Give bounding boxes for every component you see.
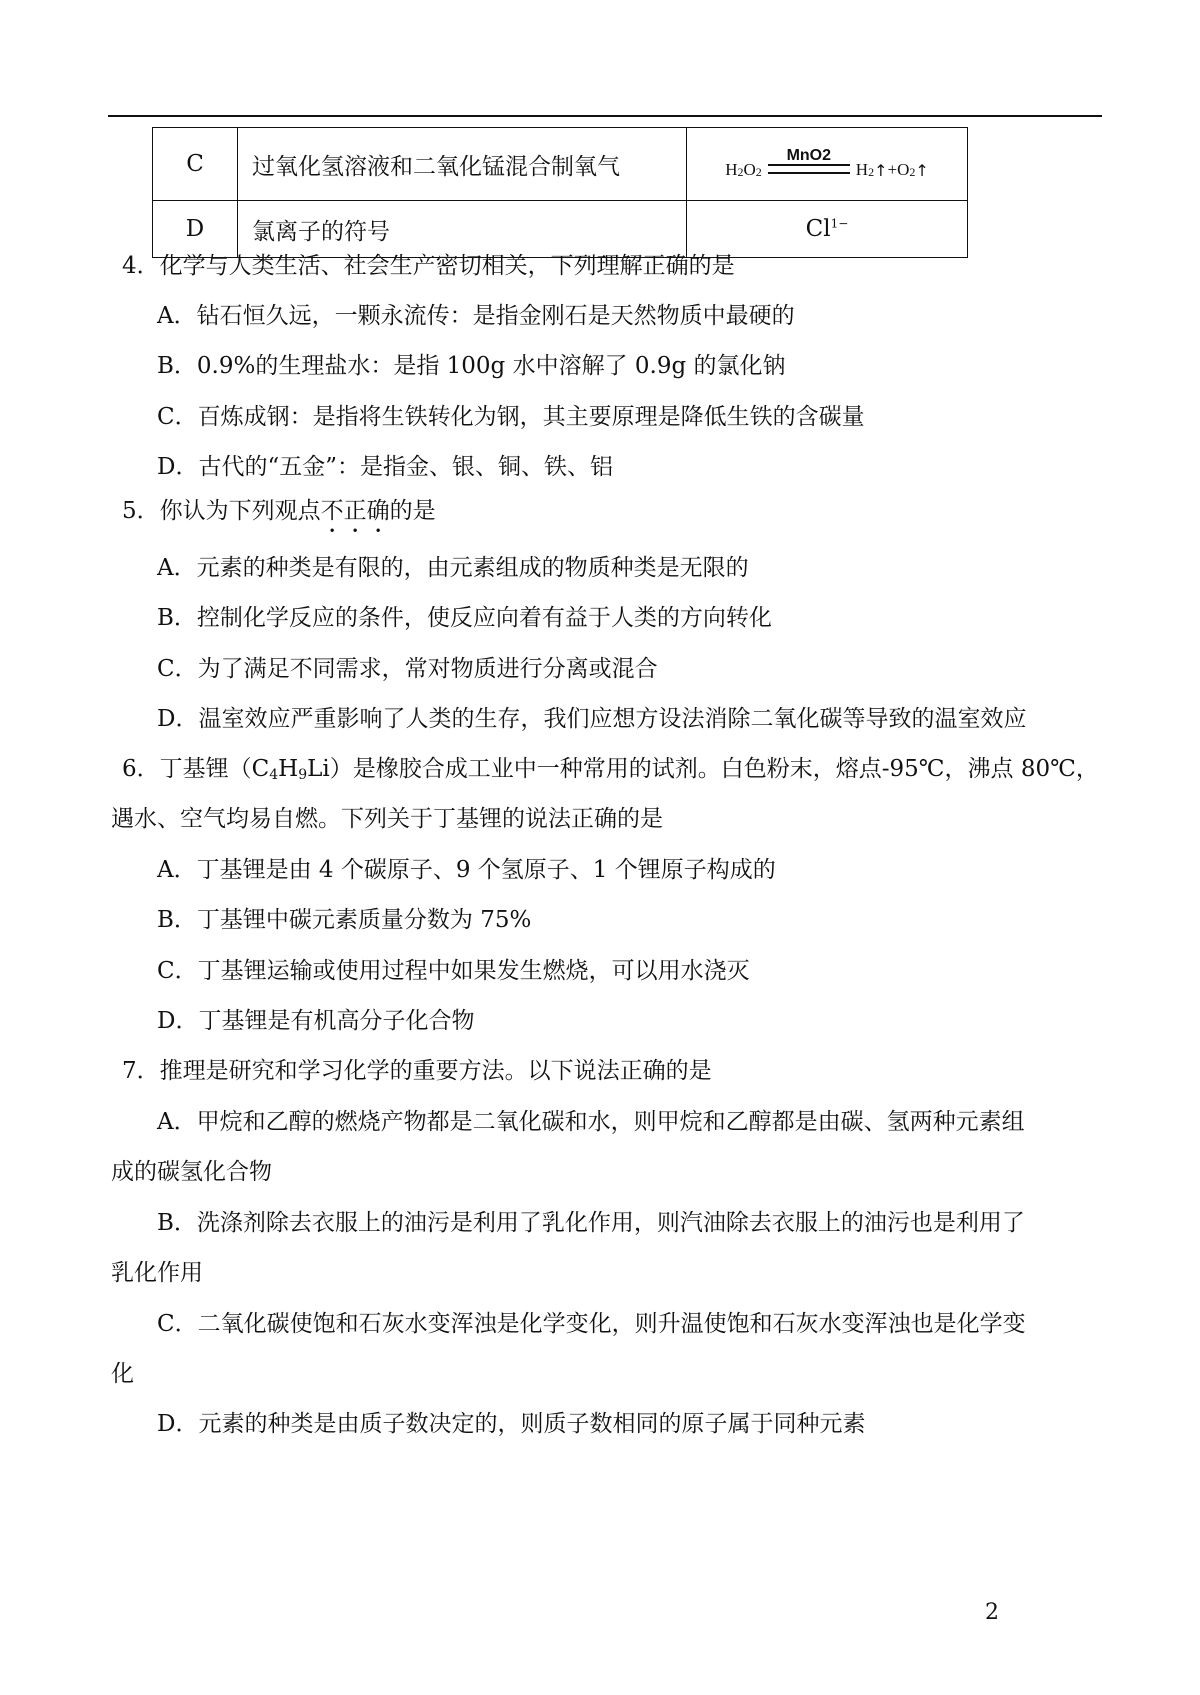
reaction-condition (768, 147, 850, 180)
question-6-option-c: C．丁基锂运输或使用过程中如果发生燃烧，可以用水浇灭 (157, 958, 750, 984)
question-4-option-d: D．古代的“五金”：是指金、银、铜、铁、铝 (157, 454, 613, 480)
question-5-option-a: A．元素的种类是有限的，由元素组成的物质种类是无限的 (157, 555, 749, 581)
question-7-option-c-cont: 化 (111, 1361, 134, 1387)
page-number: 2 (985, 1600, 999, 1625)
question-5-stem: 5．你认为下列观点不正确的是 (122, 498, 436, 524)
answer-table (152, 127, 968, 258)
emphasis-text: 不正确 (320, 498, 390, 524)
row-label: D (153, 201, 238, 258)
row-description: 过氧化氢溶液和二氧化锰混合制氧气 (238, 128, 687, 201)
question-7-option-d: D．元素的种类是由质子数决定的，则质子数相同的原子属于同种元素 (157, 1411, 866, 1437)
question-6-option-b: B．丁基锂中碳元素质量分数为 75% (157, 907, 532, 933)
question-4-option-b: B．0.9%的生理盐水：是指 100g 水中溶解了 0.9g 的氯化钠 (157, 353, 786, 379)
chemical-equation: H 2 O 2 MnO2 H 2 ↑ +O 2 ↑ (687, 128, 968, 201)
question-7-option-b-cont: 乳化作用 (111, 1260, 203, 1286)
question-7-option-a: A．甲烷和乙醇的燃烧产物都是二氧化碳和水，则甲烷和乙醇都是由碳、氢两种元素组 (157, 1109, 1025, 1135)
catalyst-label: MnO2 (786, 147, 832, 164)
table-row (153, 128, 968, 201)
question-6-stem: 6．丁基锂$(C_4H_9Li)$是橡胶合成工业中一种常用的试剂。白色粉末，熔点-95℃，沸点 80℃， (122, 756, 1099, 783)
gas-arrow-icon: ↑ (915, 161, 929, 180)
row-label: C (153, 128, 238, 201)
question-6-stem-line2: 遇水、空气均易自燃。下列关于丁基锂的说法正确的是 (111, 806, 663, 832)
row-description: 氯离子的符号 (238, 201, 687, 258)
gas-arrow-icon: ↑ (874, 161, 888, 180)
question-7-option-c: C．二氧化碳使饱和石灰水变浑浊是化学变化，则升温使饱和石灰水变浑浊也是化学变 (157, 1311, 1026, 1337)
double-line-icon (768, 164, 850, 174)
question-5-option-c: C．为了满足不同需求，常对物质进行分离或混合 (157, 656, 658, 682)
question-7-option-a-cont: 成的碳氢化合物 (111, 1159, 272, 1185)
question-5-option-b: B．控制化学反应的条件，使反应向着有益于人类的方向转化 (157, 605, 772, 631)
question-7-stem: 7．推理是研究和学习化学的重要方法。以下说法正确的是 (122, 1058, 712, 1084)
question-6-option-d: D．丁基锂是有机高分子化合物 (157, 1008, 475, 1034)
question-5-option-d: D．温室效应严重影响了人类的生存，我们应想方设法消除二氧化碳等导致的温室效应 (157, 706, 1027, 732)
question-4-stem: 4．化学与人类生活、社会生产密切相关，下列理解正确的是 (122, 253, 735, 279)
question-4-option-c: C．百炼成钢：是指将生铁转化为钢，其主要原理是降低生铁的含碳量 (157, 404, 865, 430)
question-4-option-a: A．钻石恒久远，一颗永流传：是指金刚石是天然物质中最硬的 (157, 303, 795, 329)
header-rule (108, 115, 1102, 117)
question-7-option-b: B．洗涤剂除去衣服上的油污是利用了乳化作用，则汽油除去衣服上的油污也是利用了 (157, 1210, 1025, 1236)
table-row (153, 201, 968, 258)
question-6-option-a: A．丁基锂是由 4 个碳原子、9 个氢原子、1 个锂原子构成的 (157, 857, 776, 883)
ion-symbol: $Cl^{1-}$ (687, 201, 968, 258)
